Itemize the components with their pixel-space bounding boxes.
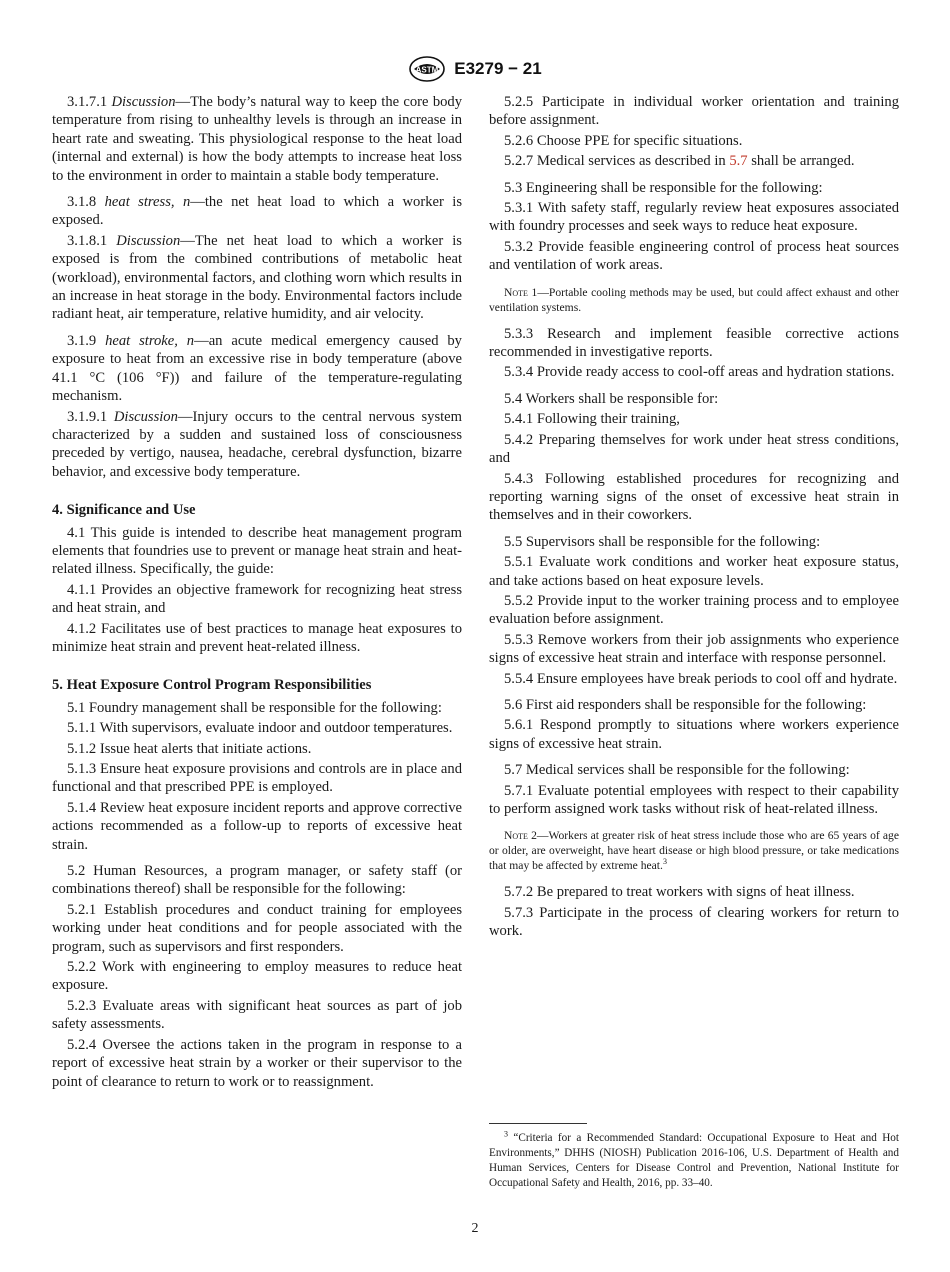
para-5-2-6: 5.2.6 Choose PPE for specific situations. xyxy=(504,132,743,149)
para-5-5-1: 5.5.1 Evaluate work conditions and worker heat exposure status, and take actions based on heat exposure levels. xyxy=(489,554,899,589)
section-5-7-link[interactable]: 5.7 xyxy=(729,153,748,170)
para-5-4-1: 5.4.1 Following their training, xyxy=(504,411,680,428)
para-3-1-9-1: 3.1.9.1 Discussion—Injury occurs to the central nervous system characterized by a sudden and sustained loss of consciousness preceded by vertigo, nausea, headache, cerebral dysfunction, bizarre behavior, and excessive body temperature. xyxy=(52,408,463,480)
para-3-1-8: 3.1.8 heat stress, n—the net heat load to which a worker is exposed. xyxy=(52,194,462,229)
para-5-2-4: 5.2.4 Oversee the actions taken in the program in response to a report of excessive heat strain by a worker or their supervisor to the point of clearance to return to work or to reassignment. xyxy=(52,1036,462,1090)
para-5-2-1: 5.2.1 Establish procedures and conduct training for employees working under heat conditions and for people associated with the program, such as supervisors and first responders. xyxy=(52,901,462,955)
para-5-6: 5.6 First aid responders shall be responsible for the following: xyxy=(504,696,867,713)
para-5-1-1: 5.1.1 With supervisors, evaluate indoor and outdoor temperatures. xyxy=(67,720,453,737)
para-5-1: 5.1 Foundry management shall be responsible for the following: xyxy=(67,699,442,716)
para-5-2: 5.2 Human Resources, a program manager, or safety staff (or combinations thereof) shall be responsible for the following: xyxy=(52,863,462,898)
para-5-3-1: 5.3.1 With safety staff, regularly review heat exposures associated with foundry processes and seek ways to reduce heat exposure. xyxy=(489,200,899,235)
para-4-1-2: 4.1.2 Facilitates use of best practices to manage heat exposures to minimize heat strain and prevent heat-related illness. xyxy=(52,620,462,655)
para-5-2-5: 5.2.5 Participate in individual worker orientation and training before assignment. xyxy=(489,94,899,129)
left-column xyxy=(52,93,462,1093)
para-5-5-2: 5.5.2 Provide input to the worker training process and to employee evaluation before assignment. xyxy=(489,592,899,628)
note-1: Note 1—Portable cooling methods may be used, but could affect exhaust and other ventilation systems. xyxy=(489,285,899,314)
para-5-4-3: 5.4.3 Following established procedures for recognizing and reporting warning signs of the onset of excessive heat strain in themselves and in their coworkers. xyxy=(489,470,899,524)
para-3-1-9: 3.1.9 heat stroke, n—an acute medical emergency caused by exposure to heat from an excessive rise in body temperature (above 41.1 °C (106 °F)) and failure of the temperature-regulating mechanism. xyxy=(52,332,462,405)
para-5-3-4: 5.3.4 Provide ready access to cool-off areas and hydration stations. xyxy=(504,364,895,381)
para-5-7-1: 5.7.1 Evaluate potential employees with respect to their capability to perform assigned work tasks without risk of heat-related illness. xyxy=(489,782,899,817)
page-header xyxy=(0,55,950,83)
para-5-2-3: 5.2.3 Evaluate areas with significant heat sources as part of job safety assessments. xyxy=(52,997,462,1033)
document-id: E3279 − 21 xyxy=(454,59,542,78)
para-5-4: 5.4 Workers shall be responsible for: xyxy=(504,390,719,407)
para-5-3: 5.3 Engineering shall be responsible for the following: xyxy=(504,179,823,196)
para-5-3-3: 5.3.3 Research and implement feasible corrective actions recommended in investigative reports. xyxy=(489,325,899,361)
para-4-1: 4.1 This guide is intended to describe heat management program elements that foundries use to prevent or manage heat strain and heat-related illness. Specifically, the guide: xyxy=(52,524,462,578)
para-5-1-4: 5.1.4 Review heat exposure incident reports and approve corrective actions recommended as a follow-up to reports of excessive heat strain. xyxy=(52,799,462,853)
para-5-5-4: 5.5.4 Ensure employees have break periods to cool off and hydrate. xyxy=(504,670,898,687)
right-column xyxy=(489,93,899,943)
page-number: 2 xyxy=(471,1221,479,1236)
para-5-5: 5.5 Supervisors shall be responsible for the following: xyxy=(504,533,821,550)
svg-text:ASTM: ASTM xyxy=(415,65,439,75)
para-5-3-2: 5.3.2 Provide feasible engineering control of process heat sources and ventilation of work areas. xyxy=(489,238,899,274)
para-5-6-1: 5.6.1 Respond promptly to situations where workers experience signs of excessive heat strain. xyxy=(489,717,899,752)
section-4-heading: 4. Significance and Use xyxy=(52,502,196,519)
para-5-1-3: 5.1.3 Ensure heat exposure provisions and controls are in place and functional and that prescribed PPE is employed. xyxy=(52,761,462,796)
para-5-5-3: 5.5.3 Remove workers from their job assignments who experience signs of excessive heat strain and interface with response personnel. xyxy=(489,631,899,667)
astm-logo-icon xyxy=(408,56,446,82)
para-5-2-2: 5.2.2 Work with engineering to employ measures to reduce heat exposure. xyxy=(52,959,462,994)
footnote-3: $^3$ “Criteria for a Recommended Standard: Occupational Exposure to Heat and Hot Environments,” DHHS (NIOSH) Publication 2016-106, U.S. Department of Health and Human Services, Centers for Disease Control and Prevention, National Institute for Occupational Safety and Health, 2016, pp. 33–40. xyxy=(489,1129,899,1189)
para-4-1-1: 4.1.1 Provides an objective framework for recognizing heat stress and heat strain, and xyxy=(52,581,462,617)
section-5-heading: 5. Heat Exposure Control Program Responsibilities xyxy=(52,677,372,694)
para-5-7-3: 5.7.3 Participate in the process of clearing workers for return to work. xyxy=(489,904,899,940)
para-5-4-2: 5.4.2 Preparing themselves for work under heat stress conditions, and xyxy=(489,431,899,467)
para-5-7-2: 5.7.2 Be prepared to treat workers with signs of heat illness. xyxy=(504,884,855,901)
para-5-7: 5.7 Medical services shall be responsible for the following: xyxy=(504,762,850,779)
footnote-ref-3[interactable]: 3 xyxy=(662,857,667,867)
footnote-divider xyxy=(489,1123,587,1124)
para-5-2-7: 5.2.7 Medical services as described in 5.7 shall be arranged. xyxy=(504,153,855,170)
para-3-1-7-1: 3.1.7.1 Discussion—The body’s natural way to keep the core body temperature from rising to unhealthy levels is through an increase in heart rate and sweating. This physiological response to the heat load (internal and external) is how the body attempts to increase heat loss to the environment in order to maintain a stable body temperature. xyxy=(52,94,463,184)
para-3-1-8-1: 3.1.8.1 Discussion—The net heat load to which a worker is exposed is from the combined contributions of metabolic heat (workload), environmental factors, and clothing worn which results in an increase in heat storage in the body. Environmental factors include radiant heat, air temperature, relative humidity, and air velocity. xyxy=(52,232,462,323)
note-2: Note 2—Workers at greater risk of heat stress include those who are 65 years of age or older, are overweight, have heart disease or high blood pressure, or take medications that may be affected by extreme heat.$^3$ xyxy=(489,829,899,873)
para-5-1-2: 5.1.2 Issue heat alerts that initiate actions. xyxy=(67,740,312,757)
